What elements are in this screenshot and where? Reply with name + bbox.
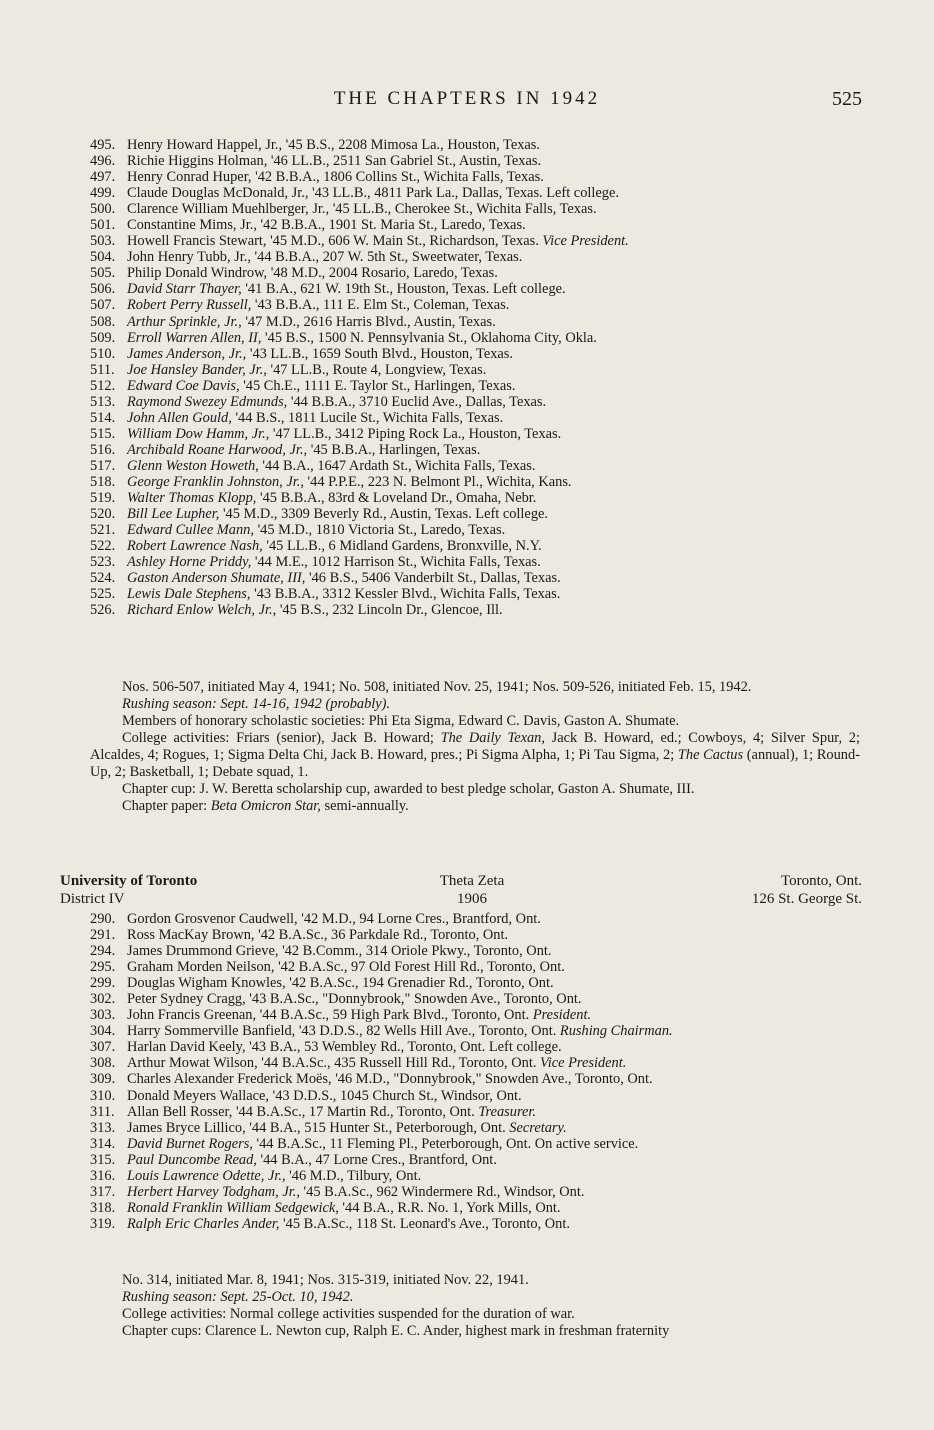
text-run: Herbert Harvey Todgham, Jr.,: [127, 1183, 300, 1200]
member-number: 314.: [90, 1135, 116, 1152]
text-run: Richard Enlow Welch, Jr.,: [127, 602, 277, 619]
text-run: '47 LL.B., 3412 Piping Rock La., Houston, Texas.: [269, 425, 562, 442]
member-number: 519.: [90, 490, 116, 507]
text-run: Lewis Dale Stephens,: [127, 586, 251, 603]
member-entry: [90, 394, 870, 410]
member-details: [127, 1055, 626, 1071]
member-entry: [90, 1168, 870, 1184]
text-run: James Anderson, Jr.,: [127, 345, 247, 362]
member-entry: [90, 330, 870, 346]
member-entry: [90, 346, 870, 362]
member-number: 513.: [90, 393, 116, 410]
text-run: Arthur Sprinkle, Jr.,: [127, 313, 242, 330]
member-entry: [90, 959, 870, 975]
member-number: 311.: [90, 1103, 115, 1120]
member-details: [127, 991, 581, 1007]
member-details: [127, 281, 566, 297]
member-entry: [90, 1055, 870, 1071]
member-details: [127, 570, 561, 586]
text-run: Clarence William Muehlberger, Jr., '45 LL.B., Cherokee St., Wichita Falls, Texas.: [127, 201, 597, 218]
member-details: [127, 522, 505, 538]
member-number: 507.: [90, 297, 116, 314]
member-number: 504.: [90, 249, 116, 266]
member-number: 497.: [90, 169, 116, 186]
text-run: Philip Donald Windrow, '48 M.D., 2004 Rosario, Laredo, Texas.: [127, 265, 498, 282]
district-label: District IV: [60, 891, 125, 907]
member-number: 317.: [90, 1183, 116, 1200]
text-run: Ross MacKay Brown, '42 B.A.Sc., 36 Parkdale Rd., Toronto, Ont.: [127, 927, 509, 944]
text-run: Robert Lawrence Nash,: [127, 538, 263, 555]
text-run: Edward Coe Davis,: [127, 377, 240, 394]
member-entry: [90, 1216, 870, 1232]
text-run: '41 B.A., 621 W. 19th St., Houston, Texas. Left college.: [241, 281, 566, 298]
rushing-season-note: Rushing season: Sept. 14-16, 1942 (probably).: [122, 696, 391, 712]
member-details: [127, 943, 551, 959]
text-run: Ronald Franklin William Sedgewick,: [127, 1199, 339, 1216]
member-details: [127, 378, 515, 394]
member-details: [127, 1023, 673, 1039]
member-number: 307.: [90, 1039, 116, 1056]
member-details: [127, 1136, 638, 1152]
text-run: John Allen Gould,: [127, 409, 232, 426]
member-number: 310.: [90, 1087, 116, 1104]
member-number: 290.: [90, 911, 116, 927]
member-details: [127, 442, 480, 458]
text-run: Paul Duncombe Read,: [127, 1151, 257, 1168]
member-details: [127, 474, 572, 490]
member-details: [127, 506, 548, 522]
member-details: [127, 217, 526, 233]
text-run: Howell Francis Stewart, '45 M.D., 606 W. Main St., Richardson, Texas.: [127, 233, 543, 250]
text-run: '45 B.A.Sc., 118 St. Leonard's Ave., Toronto, Ont.: [279, 1215, 570, 1232]
member-entry: [90, 426, 870, 442]
text-run: '44 B.A., R.R. No. 1, York Mills, Ont.: [338, 1199, 561, 1216]
member-entry: [90, 1184, 870, 1200]
member-entry: [90, 1104, 870, 1120]
text-run: Constantine Mims, Jr., '42 B.B.A., 1901 St. Maria St., Laredo, Texas.: [127, 217, 526, 234]
text-run: Arthur Mowat Wilson, '44 B.A.Sc., 435 Russell Hill Rd., Toronto, Ont.: [127, 1055, 541, 1072]
member-number: 512.: [90, 377, 116, 394]
member-entry: [90, 911, 870, 927]
member-details: [127, 1184, 584, 1200]
running-title: THE CHAPTERS IN 1942: [333, 88, 601, 109]
member-number: 499.: [90, 185, 116, 202]
member-details: [127, 975, 554, 991]
member-entry: [90, 522, 870, 538]
member-number: 315.: [90, 1151, 116, 1168]
text-run: Glenn Weston Howeth,: [127, 457, 259, 474]
member-details: [127, 394, 546, 410]
member-number: 318.: [90, 1199, 116, 1216]
member-details: [127, 1200, 561, 1216]
member-number: 509.: [90, 329, 116, 346]
member-entry: [90, 410, 870, 426]
member-number: 309.: [90, 1071, 116, 1088]
member-details: [127, 1071, 653, 1087]
member-entry: [90, 506, 870, 522]
text-run: John Francis Greenan, '44 B.A.Sc., 59 High Park Blvd., Toronto, Ont.: [127, 1007, 533, 1024]
text-run: Joe Hansley Bander, Jr.,: [127, 361, 267, 378]
member-details: [127, 233, 629, 249]
chapter-cup-note: Chapter cup: J. W. Beretta scholarship cup, awarded to best pledge scholar, Gaston A. Shumate, III.: [122, 781, 695, 797]
member-number: 525.: [90, 586, 116, 603]
text-run: Secretary.: [509, 1119, 567, 1136]
member-entry: [90, 1007, 870, 1023]
member-number: 299.: [90, 975, 116, 992]
text-run: Ashley Horne Priddy,: [127, 554, 252, 571]
member-details: [127, 911, 541, 927]
member-number: 291.: [90, 927, 116, 944]
member-entry: [90, 538, 870, 554]
text-run: David Burnet Rogers,: [127, 1135, 253, 1152]
member-number: 523.: [90, 554, 116, 571]
text-run: '46 B.S., 5406 Vanderbilt St., Dallas, Texas.: [305, 570, 561, 587]
rushing-season-note: Rushing season: Sept. 25-Oct. 10, 1942.: [122, 1289, 354, 1305]
text-run: '45 M.D., 3309 Beverly Rd., Austin, Texas. Left college.: [219, 506, 549, 523]
chapter-notes-texas: [90, 679, 860, 815]
member-number: 516.: [90, 441, 116, 458]
chapter-address: 126 St. George St.: [751, 891, 862, 907]
text-run: '45 B.B.A., Harlingen, Texas.: [307, 441, 481, 458]
text-run: Louis Lawrence Odette, Jr.,: [127, 1167, 286, 1184]
text-run: '47 LL.B., Route 4, Longview, Texas.: [266, 361, 487, 378]
member-number: 518.: [90, 473, 116, 490]
member-number: 303.: [90, 1007, 116, 1024]
member-details: [127, 1120, 567, 1136]
member-details: [127, 249, 522, 265]
text-run: '47 M.D., 2616 Harris Blvd., Austin, Texas.: [241, 313, 496, 330]
member-number: 515.: [90, 425, 116, 442]
founded-year: 1906: [457, 891, 487, 907]
text-run: '43 B.B.A., 111 E. Elm St., Coleman, Texas.: [251, 297, 510, 314]
text-run: Henry Conrad Huper, '42 B.B.A., 1806 Collins St., Wichita Falls, Texas.: [127, 169, 544, 186]
member-entry: [90, 378, 870, 394]
text-run: James Bryce Lillico, '44 B.A., 515 Hunter St., Peterborough, Ont.: [127, 1119, 510, 1136]
member-details: [127, 1007, 591, 1023]
initiation-note: No. 314, initiated Mar. 8, 1941; Nos. 315-319, initiated Nov. 22, 1941.: [122, 1272, 529, 1288]
member-details: [127, 1039, 562, 1055]
text-run: '44 B.A., 1647 Ardath St., Wichita Falls, Texas.: [258, 457, 536, 474]
member-list-texas: [90, 137, 870, 618]
member-entry: [90, 1071, 870, 1087]
member-entry: [90, 1023, 870, 1039]
page-number: 525: [832, 88, 862, 110]
member-number: 316.: [90, 1167, 116, 1184]
chapter-paper-note: [90, 798, 860, 815]
text-run: President.: [532, 1007, 592, 1024]
chapter-notes-toronto: [90, 1272, 860, 1340]
text-run: Claude Douglas McDonald, Jr., '43 LL.B., 4811 Park La., Dallas, Texas. Left college.: [127, 185, 619, 202]
text-run: The Cactus: [677, 747, 744, 763]
college-activities-note: [90, 730, 860, 781]
text-run: Harlan David Keely, '43 B.A., 53 Wembley Rd., Toronto, Ont. Left college.: [127, 1039, 562, 1056]
member-number: 302.: [90, 991, 116, 1008]
member-details: [127, 1216, 570, 1232]
member-details: [127, 346, 513, 362]
member-entry: [90, 1120, 870, 1136]
member-number: 503.: [90, 233, 116, 250]
member-entry: [90, 1039, 870, 1055]
member-entry: [90, 554, 870, 570]
member-entry: [90, 249, 870, 265]
text-run: '45 B.B.A., 83rd & Loveland Dr., Omaha, Nebr.: [256, 490, 537, 507]
member-number: 294.: [90, 943, 116, 960]
member-entry: [90, 153, 870, 169]
member-details: [127, 602, 503, 618]
text-run: Gaston Anderson Shumate, III,: [127, 570, 306, 587]
text-run: '44 B.A., 47 Lorne Cres., Brantford, Ont.: [256, 1151, 497, 1168]
member-entry: [90, 570, 870, 586]
member-number: 524.: [90, 570, 116, 587]
member-entry: [90, 201, 870, 217]
text-run: Raymond Swezey Edmunds,: [127, 393, 288, 410]
text-run: William Dow Hamm, Jr.,: [127, 425, 270, 442]
text-run: Jack B. Howard, ed.; Cowboys, 4; Silver Spur, 2; Alcaldes, 4; Rogues, 1; Sigma Delta Chi, Jack B. Howard, pres.; Pi Sigma Alpha, 1; Pi Tau Sigma, 2;: [90, 730, 861, 763]
text-run: Graham Morden Neilson, '42 B.A.Sc., 97 Old Forest Hill Rd., Toronto, Ont.: [127, 959, 565, 976]
text-run: Douglas Wigham Knowles, '42 B.A.Sc., 194 Grenadier Rd., Toronto, Ont.: [127, 975, 554, 992]
text-run: Robert Perry Russell,: [127, 297, 252, 314]
member-number: 304.: [90, 1023, 116, 1040]
text-run: (annual), 1; Round-Up, 2; Basketball, 1; Debate squad, 1.: [90, 747, 860, 780]
text-run: David Starr Thayer,: [127, 281, 242, 298]
text-run: '45 LL.B., 6 Midland Gardens, Bronxville, N.Y.: [262, 538, 542, 555]
member-entry: [90, 442, 870, 458]
text-run: Richie Higgins Holman, '46 LL.B., 2511 San Gabriel St., Austin, Texas.: [127, 153, 542, 170]
member-entry: [90, 490, 870, 506]
text-run: Allan Bell Rosser, '44 B.A.Sc., 17 Martin Rd., Toronto, Ont.: [127, 1103, 479, 1120]
member-details: [127, 1104, 536, 1120]
member-details: [127, 538, 542, 554]
text-run: '44 B.A.Sc., 11 Fleming Pl., Peterborough, Ont. On active service.: [252, 1135, 639, 1152]
text-run: Edward Cullee Mann,: [127, 522, 254, 539]
chapter-city: Toronto, Ont.: [780, 873, 862, 889]
text-run: '45 Ch.E., 1111 E. Taylor St., Harlingen, Texas.: [239, 377, 516, 394]
member-details: [127, 201, 597, 217]
text-run: Bill Lee Lupher,: [127, 506, 220, 523]
member-details: [127, 554, 541, 570]
member-number: 520.: [90, 506, 116, 523]
member-details: [127, 185, 619, 201]
member-details: [127, 490, 536, 506]
member-number: 313.: [90, 1119, 116, 1136]
member-entry: [90, 474, 870, 490]
member-details: [127, 1168, 421, 1184]
member-number: 517.: [90, 457, 116, 474]
member-entry: [90, 185, 870, 201]
text-run: Harry Sommerville Banfield, '43 D.D.S., 82 Wells Hill Ave., Toronto, Ont.: [127, 1023, 560, 1040]
member-entry: [90, 265, 870, 281]
member-entry: [90, 169, 870, 185]
member-entry: [90, 362, 870, 378]
text-run: Ralph Eric Charles Ander,: [127, 1215, 280, 1232]
member-details: [127, 959, 565, 975]
initiation-note: Nos. 506-507, initiated May 4, 1941; No. 508, initiated Nov. 25, 1941; Nos. 509-526, initiated Feb. 15, 1942.: [122, 679, 752, 695]
honorary-societies-note: Members of honorary scholastic societies: Phi Eta Sigma, Edward C. Davis, Gaston A. Shumate.: [122, 713, 680, 729]
text-run: Donald Meyers Wallace, '43 D.D.S., 1045 Church St., Windsor, Ont.: [127, 1087, 522, 1104]
text-run: The Daily Texan,: [440, 730, 545, 746]
member-number: 308.: [90, 1055, 116, 1072]
member-number: 501.: [90, 217, 116, 234]
member-details: [127, 458, 535, 474]
member-entry: [90, 1136, 870, 1152]
member-entry: [90, 458, 870, 474]
text-run: Peter Sydney Cragg, '43 B.A.Sc., "Donnybrook," Snowden Ave., Toronto, Ont.: [127, 991, 582, 1008]
text-run: George Franklin Johnston, Jr.,: [127, 473, 304, 490]
member-details: [127, 297, 509, 313]
member-details: [127, 586, 560, 602]
text-run: Vice President.: [542, 233, 629, 250]
running-header: [0, 88, 934, 114]
member-details: [127, 927, 508, 943]
text-run: Henry Howard Happel, Jr., '45 B.S., 2208 Mimosa La., Houston, Texas.: [127, 137, 541, 153]
member-entry: [90, 586, 870, 602]
text-run: Gordon Grosvenor Caudwell, '42 M.D., 94 Lorne Cres., Brantford, Ont.: [127, 911, 541, 927]
member-entry: [90, 217, 870, 233]
member-number: 510.: [90, 345, 116, 362]
text-run: '45 B.S., 232 Lincoln Dr., Glencoe, Ill.: [276, 602, 503, 619]
member-number: 511.: [90, 361, 115, 378]
member-entry: [90, 314, 870, 330]
member-entry: [90, 1152, 870, 1168]
text-run: John Henry Tubb, Jr., '44 B.B.A., 207 W. 5th St., Sweetwater, Texas.: [127, 249, 523, 266]
text-run: '44 P.P.E., 223 N. Belmont Pl., Wichita, Kans.: [303, 473, 572, 490]
text-run: '45 M.D., 1810 Victoria St., Laredo, Texas.: [253, 522, 506, 539]
text-run: '46 M.D., Tilbury, Ont.: [285, 1167, 422, 1184]
text-run: '43 LL.B., 1659 South Blvd., Houston, Texas.: [246, 345, 514, 362]
text-run: semi-annually.: [320, 798, 409, 814]
member-entry: [90, 137, 870, 153]
member-entry: [90, 602, 870, 618]
member-list-toronto: [90, 911, 870, 1232]
member-details: [127, 330, 597, 346]
text-run: Vice President.: [540, 1055, 627, 1072]
member-entry: [90, 233, 870, 249]
member-details: [127, 362, 486, 378]
chapter-cups-note: Chapter cups: Clarence L. Newton cup, Ralph E. C. Ander, highest mark in freshman fraternity: [122, 1323, 670, 1339]
member-number: 295.: [90, 959, 116, 976]
member-entry: [90, 1200, 870, 1216]
text-run: '44 M.E., 1012 Harrison St., Wichita Falls, Texas.: [251, 554, 541, 571]
text-run: '44 B.B.A., 3710 Euclid Ave., Dallas, Texas.: [287, 393, 547, 410]
member-number: 526.: [90, 602, 116, 619]
member-number: 522.: [90, 538, 116, 555]
member-details: [127, 169, 544, 185]
text-run: James Drummond Grieve, '42 B.Comm., 314 Oriole Pkwy., Toronto, Ont.: [127, 943, 552, 960]
text-run: Treasurer.: [478, 1103, 537, 1120]
member-number: 495.: [90, 137, 116, 153]
text-run: '43 B.B.A., 3312 Kessler Blvd., Wichita Falls, Texas.: [250, 586, 561, 603]
text-run: Rushing Chairman.: [559, 1023, 673, 1040]
member-details: [127, 1152, 497, 1168]
member-number: 514.: [90, 409, 116, 426]
text-run: '45 B.S., 1500 N. Pennsylvania St., Oklahoma City, Okla.: [261, 329, 597, 346]
university-name: University of Toronto: [60, 873, 198, 889]
member-entry: [90, 927, 870, 943]
member-entry: [90, 943, 870, 959]
member-details: [127, 410, 503, 426]
member-number: 496.: [90, 153, 116, 170]
member-number: 508.: [90, 313, 116, 330]
member-number: 521.: [90, 522, 116, 539]
member-entry: [90, 281, 870, 297]
text-run: Beta Omicron Star,: [210, 798, 321, 814]
text-run: '45 B.A.Sc., 962 Windermere Rd., Windsor, Ont.: [299, 1183, 585, 1200]
chapter-name: Theta Zeta: [439, 873, 505, 889]
chapter-heading-toronto: [60, 872, 862, 910]
member-entry: [90, 297, 870, 313]
member-entry: [90, 1088, 870, 1104]
member-number: 500.: [90, 201, 116, 218]
member-number: 505.: [90, 265, 116, 282]
text-run: College activities: Friars (senior), Jack B. Howard;: [122, 730, 441, 746]
text-run: Archibald Roane Harwood, Jr.,: [127, 441, 308, 458]
member-details: [127, 137, 540, 153]
member-details: [127, 1088, 522, 1104]
college-activities-note: College activities: Normal college activities suspended for the duration of war.: [122, 1306, 575, 1322]
text-run: Walter Thomas Klopp,: [127, 490, 257, 507]
text-run: '44 B.S., 1811 Lucile St., Wichita Falls, Texas.: [231, 409, 504, 426]
member-details: [127, 426, 561, 442]
member-number: 506.: [90, 281, 116, 298]
member-entry: [90, 975, 870, 991]
member-number: 319.: [90, 1215, 116, 1232]
text-run: Charles Alexander Frederick Moës, '46 M.D., "Donnybrook," Snowden Ave., Toronto, Ont.: [127, 1071, 653, 1088]
member-details: [127, 153, 541, 169]
member-details: [127, 265, 498, 281]
member-details: [127, 314, 496, 330]
text-run: Chapter paper:: [122, 798, 211, 814]
member-entry: [90, 991, 870, 1007]
text-run: Erroll Warren Allen, II,: [127, 329, 262, 346]
